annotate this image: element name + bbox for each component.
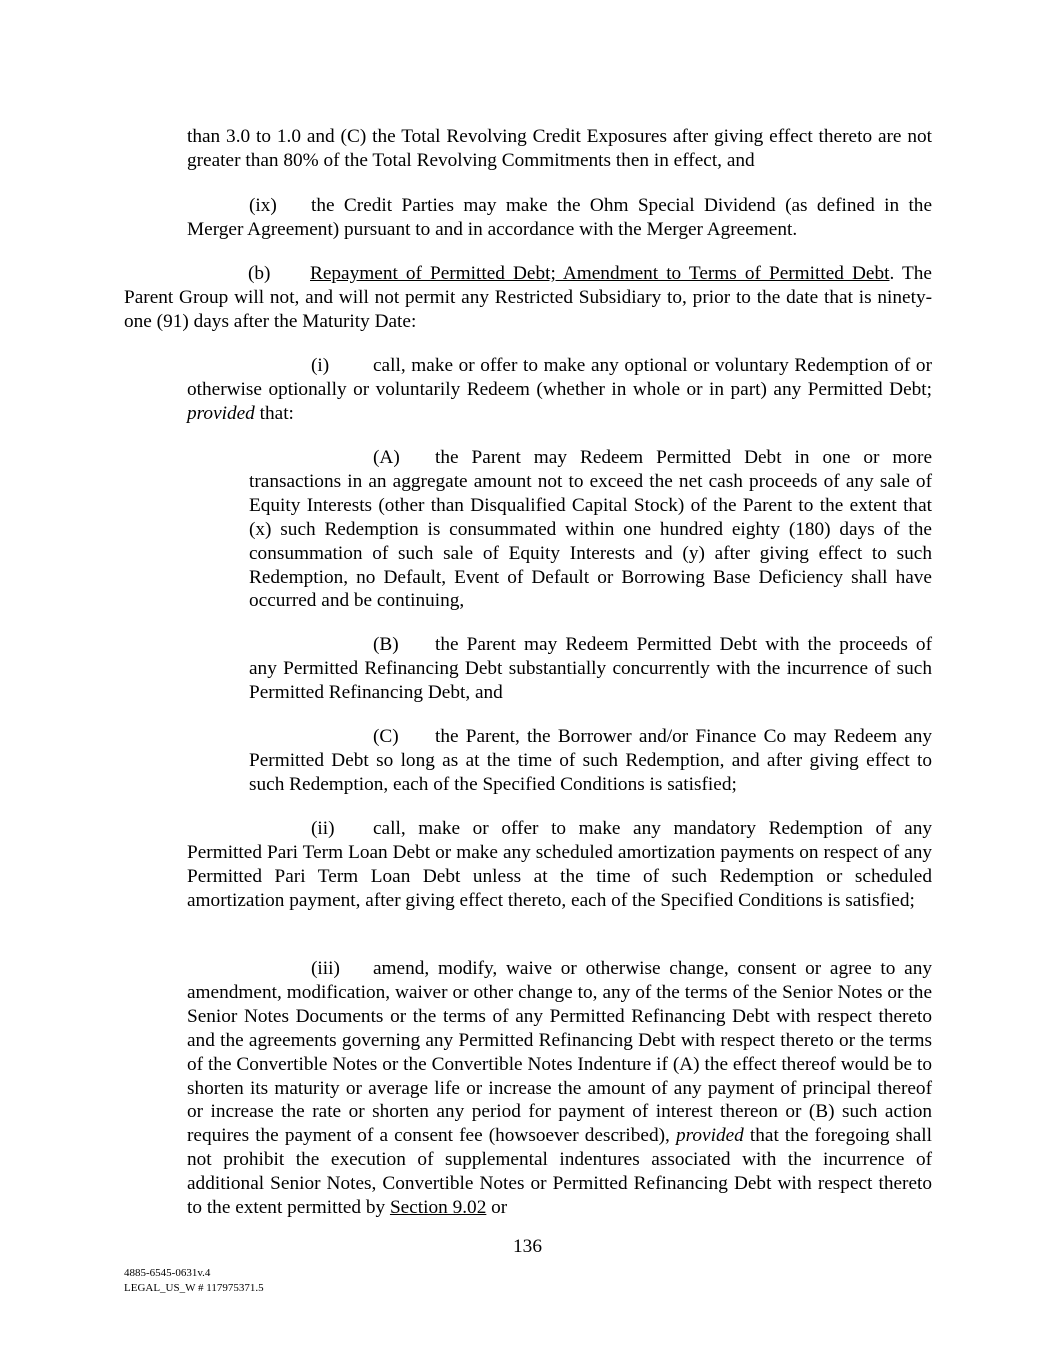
paragraph-B [249, 633, 932, 705]
paragraph-ix [187, 194, 932, 242]
clause-number: (ix) [249, 195, 277, 216]
paragraph-i [187, 354, 932, 426]
paragraph-text: than 3.0 to 1.0 and (C) the Total Revolving Credit Exposures after giving effect thereto are not greater than 80% of the Total Revolving Commitments then in effect, and [187, 126, 932, 171]
paragraph-continuation [187, 125, 932, 173]
clause-number: (i) [311, 355, 330, 376]
italic-term: provided [675, 1125, 744, 1147]
section-heading: Repayment of Permitted Debt; Amendment to Terms of Permitted Debt [310, 263, 890, 284]
paragraph-text: the Credit Parties may make the Ohm Special Dividend (as defined in the Merger Agreement) pursuant to and in accordance with the Merger Agreement. [187, 195, 932, 240]
paragraph-text: call, make or offer to make any mandatory Redemption of any Permitted Pari Term Loan Debt or make any scheduled amortization payments on respect of any Permitted Pari Term Loan Debt unless at the time of such Redemption or scheduled amortization payment, after giving effect thereto, each of the Specified Conditions is satisfied; [187, 818, 932, 911]
clause-number: (ii) [311, 818, 335, 839]
italic-term: provided [187, 402, 255, 424]
section-reference-link[interactable]: Section 9.02 [389, 1197, 487, 1219]
paragraph-A [249, 446, 932, 613]
paragraph-text: amend, modify, waive or otherwise change, consent or agree to any amendment, modification, waiver or other change to, any of the terms of the Senior Notes or the Senior Notes Documents or the terms of any Permitted Refinancing Debt with respect thereto and the agreements governing any Permitted Refinancing Debt with respect thereto or the terms of the Convertible Notes or the Convertible Notes Indenture if (A) the effect thereof would be to shorten its maturity or average life or increase the amount of any payment of principal thereof or increase the rate or shorten any period for payment of interest thereon or (B) such action requires the payment of a consent fee (howsoever described), [187, 958, 932, 1147]
paragraph-ii [187, 817, 932, 913]
clause-number: (A) [373, 447, 400, 468]
paragraph-text: . The Parent Group will not, and will not permit any Restricted Subsidiary to, prior to the date that is ninety-one (91) days after the Maturity Date: [124, 263, 932, 332]
paragraph-iii [187, 957, 932, 1220]
paragraph-text-end: or [486, 1197, 508, 1219]
clause-number: (C) [373, 726, 399, 747]
page-number: 136 [513, 1236, 542, 1257]
paragraph-C [249, 725, 932, 797]
footer-legal-id: LEGAL_US_W # 117975371.5 [124, 1282, 264, 1294]
paragraph-text: the Parent, the Borrower and/or Finance Co may Redeem any Permitted Debt so long as at the time of such Redemption, and after giving effect to such Redemption, each of the Specified Conditions is satisfied; [249, 726, 932, 795]
clause-number: (B) [373, 634, 399, 655]
clause-number: (iii) [311, 958, 340, 979]
paragraph-text-middle: that the foregoing shall not prohibit the execution of supplemental indentures associated with the incurrence of additional Senior Notes, Convertible Notes or Permitted Refinancing Debt with respect thereto to the extent permitted by [187, 1125, 932, 1219]
paragraph-text: call, make or offer to make any optional or voluntary Redemption of or otherwise optionally or voluntarily Redeem (whether in whole or in part) any Permitted Debt; [187, 355, 932, 400]
clause-number: (b) [248, 263, 271, 284]
paragraph-text: the Parent may Redeem Permitted Debt in one or more transactions in an aggregate amount not to exceed the net cash proceeds of any sale of Equity Interests (other than Disqualified Capital Stock) of the Parent to the extent that (x) such Redemption is consummated within one hundred eighty (180) days of the consummation of such sale of Equity Interests and (y) after giving effect to such Redemption, no Default, Event of Default or Borrowing Base Deficiency shall have occurred and be continuing, [249, 447, 932, 612]
paragraph-text-end: that: [254, 402, 294, 424]
footer-doc-id: 4885-6545-0631v.4 [124, 1267, 211, 1279]
paragraph-b [124, 262, 932, 334]
paragraph-text: the Parent may Redeem Permitted Debt with the proceeds of any Permitted Refinancing Debt substantially concurrently with the incurrence of such Permitted Refinancing Debt, and [249, 634, 932, 703]
